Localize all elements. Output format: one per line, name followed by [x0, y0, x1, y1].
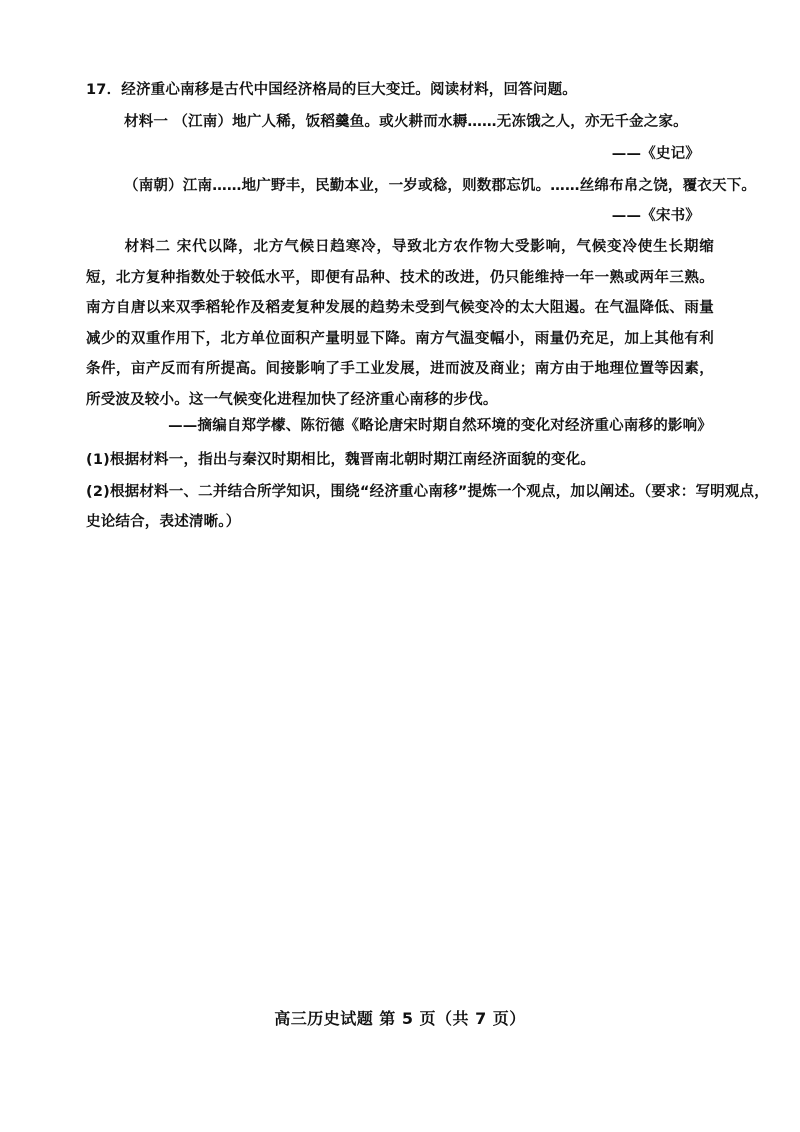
- material2-source: ——摘编自郑学檬、陈衍德《略论唐宋时期自然环境的变化对经济重心南移的影响》: [168, 418, 712, 434]
- sub-question-1: (1)根据材料一，指出与秦汉时期相比，魏晋南北朝时期江南经济面貌的变化。: [86, 452, 596, 468]
- question-title: 17．经济重心南移是古代中国经济格局的巨大变迁。阅读材料，回答问题。: [86, 82, 577, 98]
- sub-question-2-line-1: (2)根据材料一、二并结合所学知识，围绕“经济重心南移”提炼一个观点，加以阐述。（要求：写明观点，: [86, 484, 769, 500]
- page-footer: 高三历史试题 第 5 页（共 7 页）: [274, 1009, 526, 1028]
- sub-question-2-line-2: 史论结合，表述清晰。）: [86, 514, 241, 530]
- material1-text-2: （南朝）江南……地广野丰，民勤本业，一岁或稔，则数郡忘饥。……丝绵布帛之饶，覆衣天下。: [124, 178, 757, 194]
- material2-paragraph: [86, 232, 714, 415]
- material2-text: 材料二 宋代以降，北方气候日趋寒冷，导致北方农作物大受影响，气候变冷使生长期缩短，北方复种指数处于较低水平，即便有品种、技术的改进，仍只能维持一年一熟或两年三熟。南方自唐以来双季稻轮作及稻麦复种发展的趋势未受到气候变冷的太大阻遏。在气温降低、雨量减少的双重作用下，北方单位面积产量明显下降。南方气温变幅小，雨量仍充足，加上其他有利条件，亩产反而有所提高。间接影响了手工业发展，进而波及商业；南方由于地理位置等因素，所受波及较小。这一气候变化进程加快了经济重心南移的步伐。: [86, 239, 714, 408]
- material1-source-1: ——《史记》: [611, 146, 700, 162]
- material1-source-2: ——《宋书》: [611, 208, 700, 224]
- material1-text-1: 材料一 （江南）地广人稀，饭稻羹鱼。或火耕而水耨……无冻饿之人，亦无千金之家。: [124, 114, 688, 130]
